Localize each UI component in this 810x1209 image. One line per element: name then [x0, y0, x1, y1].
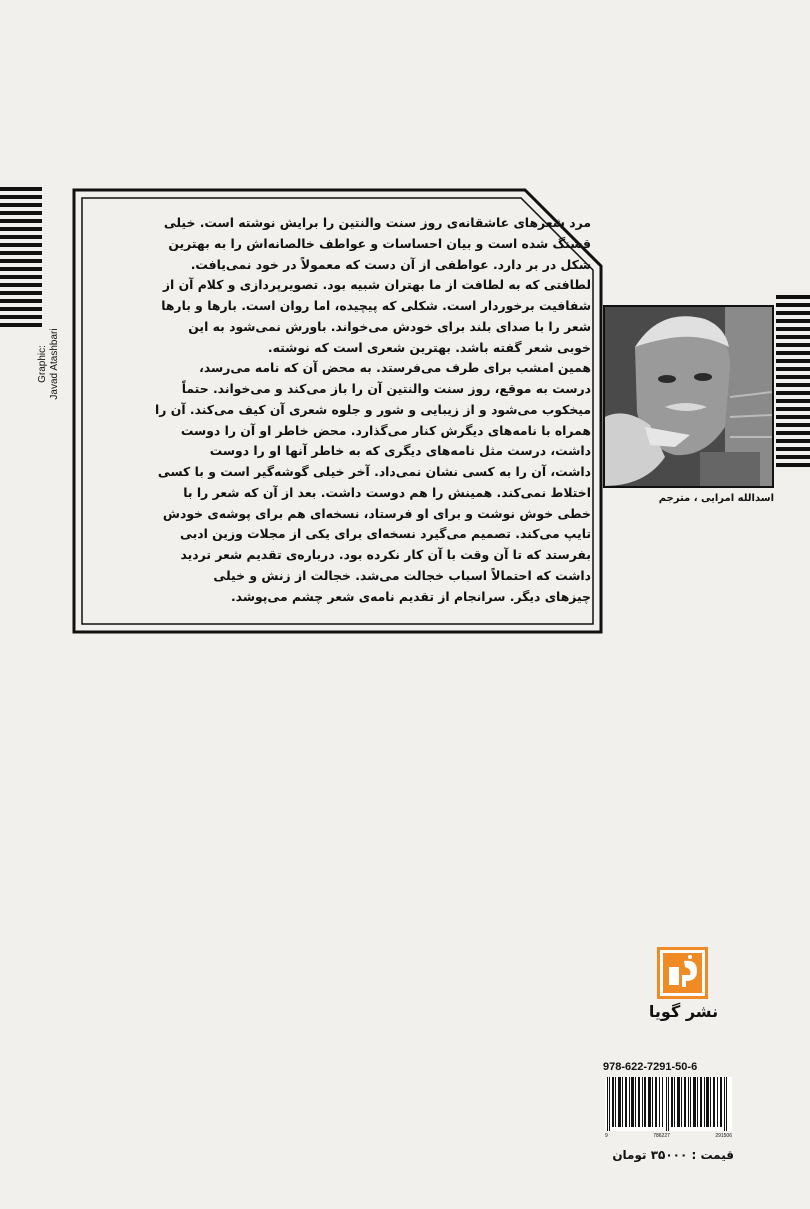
barcode-digits	[605, 1133, 732, 1139]
blurb-line: همراه با نامه‌های دیگرش کنار می‌گذارد. محض خاطر او آن را دوست	[180, 422, 591, 438]
barcode-digits-right: 291506	[715, 1133, 732, 1139]
blurb-line: قشنگ شده است و بیان احساسات و عواطف خالصانه‌اش را به بهترین	[168, 235, 591, 251]
blurb-line: درست به موقع، روز سنت والنتین آن را باز می‌کند و می‌خواند. حتماً	[181, 381, 591, 396]
photo-caption: اسدالله امرایی ، مترجم	[658, 493, 774, 504]
blurb-line: چیزهای دیگر. سرانجام از تقدیم نامه‌ی شعر چشم می‌پوشد.	[230, 588, 591, 604]
blurb-line: خطی خوش نوشت و برای او فرستاد، نسخه‌ای هم برای پوشه‌ی خودش	[162, 505, 591, 521]
graphic-credit	[37, 260, 60, 470]
price-label: قیمت : ۳۵۰۰۰ تومان	[612, 1148, 734, 1162]
translator-photo	[603, 305, 774, 488]
blurb-line: شفافیت برخوردار است. شکلی که پیچیده، اما روان است. بارها و بارها	[161, 298, 591, 313]
blurb-line: میخکوب می‌شود و از زیبایی و شور و جلوه شعری آن کیف می‌کند. آن را	[155, 401, 591, 417]
blurb-line: مرد شعرهای عاشقانه‌ی روز سنت والنتین را برایش نوشته است. خیلی	[163, 215, 591, 230]
blurb-line: داشت، درست مثل نامه‌های دیگری که به خاطر آنها او را دوست	[209, 443, 591, 459]
blurb-line: داشت، آن را به کسی نشان نمی‌داد. آخر خیلی گوشه‌گیر است و با کسی	[157, 464, 591, 479]
blurb-line: داشت که احتمالاً اسباب خجالت می‌شد. خجالت از زنش و خیلی	[213, 567, 591, 583]
blurb-line: لطافتی که به لطافت از ما بهتران شبیه بود. تصویرپردازی و کلام آن از	[162, 277, 591, 293]
isbn-number: 978-622-7291-50-6	[603, 1061, 698, 1073]
blurb-line: شکل در بر دارد. عواطفی از آن دست که معمولاً در خود نمی‌یافت.	[190, 256, 591, 272]
blurb-line: تایپ می‌کند. تصمیم می‌گیرد نسخه‌ای برای یکی از مجلات وزین ادبی	[180, 526, 591, 542]
blurb-line: اختلاط نمی‌کند. همینش را هم دوست داشت. بعد از آن که شعر را با	[183, 484, 591, 500]
graphic-credit-label: Graphic:	[37, 345, 48, 383]
graphic-credit-name: Javad Atashbari	[49, 328, 60, 400]
barcode	[605, 1077, 732, 1131]
decorative-stripes-right	[776, 295, 810, 471]
blurb-line: خوبی شعر گفته باشد. بهترین شعری است که نوشته.	[267, 339, 591, 355]
blurb-line: شعر را با صدای بلند برای خودش می‌خواند. باورش نمی‌شود به این	[188, 318, 591, 334]
blurb-line: همین امشب برای طرف می‌فرستد. به محض آن که نامه می‌رسد،	[199, 360, 591, 376]
blurb-line: بفرستد که تا آن وقت با آن کار نکرده بود. درباره‌ی تقدیم شعر تردید	[180, 547, 591, 562]
publisher-name: نشر گویا	[648, 1002, 719, 1021]
gooya-logo-icon	[657, 947, 708, 999]
decorative-stripes-left	[0, 187, 42, 331]
barcode-digit-lead: 9	[605, 1133, 608, 1139]
barcode-digits-left: 786227	[653, 1133, 670, 1139]
back-cover-blurb	[96, 213, 591, 607]
